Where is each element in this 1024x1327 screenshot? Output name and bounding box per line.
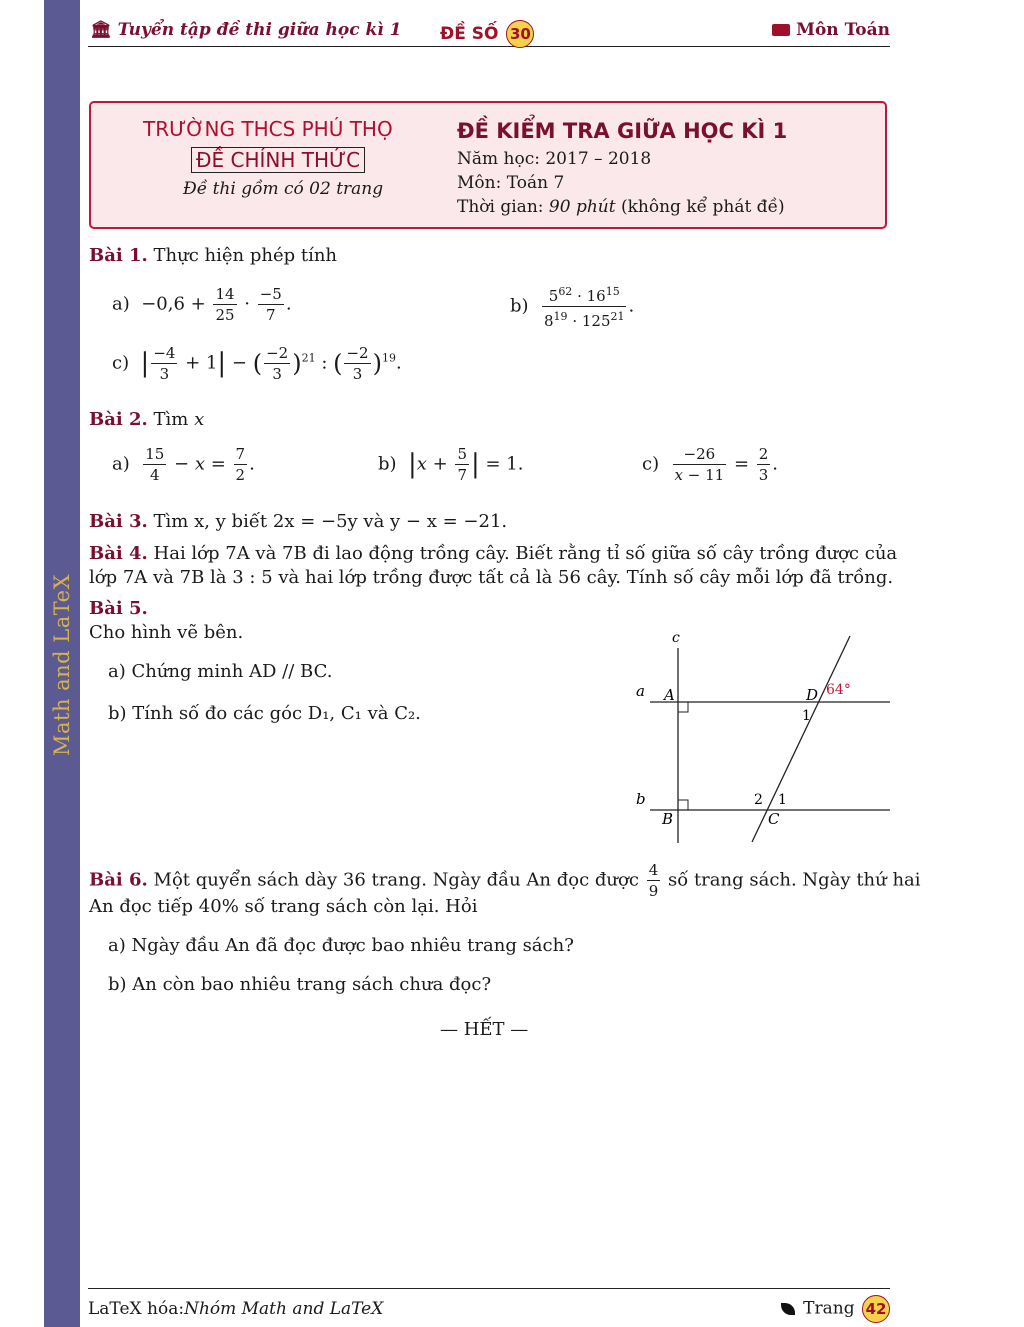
problem-4: Bài 4. Hai lớp 7A và 7B đi lao động trồng cây. Biết rằng tỉ số giữa số cây trồng được của [89, 543, 898, 564]
problem-1a: a) −0,6 + $\frac{14}{25}$ · $\frac{-5}{7}$ . [112, 285, 292, 324]
problem-1b: b) $\frac{5^{62} \cdot 16^{15}}{8^{19} \cdot 125^{21}}$ . [510, 282, 634, 331]
label-C: C [768, 810, 780, 828]
transversal-line [752, 636, 850, 842]
right-angle-B [678, 800, 688, 810]
problem-5: Bài 5. [89, 598, 148, 619]
exam-time: Thời gian: 90 phút (không kể phát đề) [457, 197, 785, 217]
problem-6: Bài 6. Một quyển sách dày 36 trang. Ngày đầu An đọc được $\frac{4}{9}$ số trang sách. Ngày thứ hai [89, 861, 921, 900]
problem-2c: c) $\frac{-26}{x - 11}$ = $\frac{2}{3}$ . [642, 445, 779, 484]
page-footer [88, 1288, 890, 1321]
label-D: D [806, 686, 819, 704]
problem-5a: a) Chứng minh AD // BC. [108, 661, 333, 682]
page-header [88, 16, 890, 47]
problem-5b: b) Tính số đo các góc D₁, C₁ và C₂. [108, 703, 421, 724]
label-B: B [662, 810, 674, 828]
exam-subject: Môn: Toán 7 [457, 173, 565, 193]
briefcase-icon [772, 24, 790, 36]
label-c: c [672, 630, 680, 646]
footer-page: Trang 42 [781, 1295, 890, 1323]
label-angle-D1: 1 [802, 708, 811, 724]
school-year: Năm học: 2017 – 2018 [457, 149, 652, 169]
problem-5-intro: Cho hình vẽ bên. [89, 622, 244, 643]
right-angle-A [678, 702, 688, 712]
page-number-badge: 42 [862, 1295, 890, 1323]
bank-icon: 🏛 [90, 20, 112, 40]
official-label: ĐỀ CHÍNH THỨC [191, 147, 365, 173]
end-marker: — HẾT — [440, 1019, 529, 1040]
sidebar-label: Math and LaTeX [50, 573, 74, 757]
label-angle-C1: 1 [778, 792, 787, 808]
problem-2b: b) |x + $\frac{5}{7}$ | = 1. [378, 445, 524, 484]
label-A: A [664, 686, 675, 704]
footer-credit: LaTeX hóa:Nhóm Math and LaTeX [88, 1299, 384, 1319]
leaf-icon [781, 1303, 795, 1315]
problem-6-line2: An đọc tiếp 40% số trang sách còn lại. Hỏi [89, 896, 478, 917]
collection-title: 🏛 Tuyển tập đề thi giữa học kì 1 [90, 20, 402, 40]
problem-4-line2: lớp 7A và 7B là 3 : 5 và hai lớp trồng được tất cả là 56 cây. Tính số cây mỗi lớp đã trồng. [89, 567, 894, 588]
problem-3: Bài 3. Tìm x, y biết 2x = −5y và y − x = −21. [89, 511, 508, 532]
label-a: a [636, 682, 645, 700]
label-b: b [636, 790, 646, 808]
exam-title: ĐỀ KIỂM TRA GIỮA HỌC KÌ 1 [457, 119, 788, 143]
angle-64-label: 64° [826, 682, 851, 698]
exam-number: ĐỀ SỐ 30 [440, 20, 534, 48]
subject-label: Môn Toán [772, 20, 890, 40]
school-name: TRƯỜNG THCS PHÚ THỌ [143, 117, 393, 141]
problem-1: Bài 1. Thực hiện phép tính [89, 245, 338, 266]
exam-number-badge: 30 [506, 20, 534, 48]
problem-6b: b) An còn bao nhiêu trang sách chưa đọc? [108, 974, 492, 995]
exam-title-box [89, 101, 887, 229]
geometry-figure [632, 628, 894, 850]
problem-6a: a) Ngày đầu An đã đọc được bao nhiêu trang sách? [108, 935, 574, 956]
page-count: Đề thi gồm có 02 trang [183, 179, 384, 199]
problem-2a: a) $\frac{15}{4}$ − x = $\frac{7}{2}$ . [112, 445, 255, 484]
problem-2: Bài 2. Tìm x [89, 409, 205, 430]
problem-1c: c) | $\frac{-4}{3}$ + 1| − ( $\frac{-2}{3}$ )$^{21}$ : ( $\frac{-2}{3}$ )$^{19}$. [112, 344, 402, 383]
label-angle-C2: 2 [754, 792, 763, 808]
